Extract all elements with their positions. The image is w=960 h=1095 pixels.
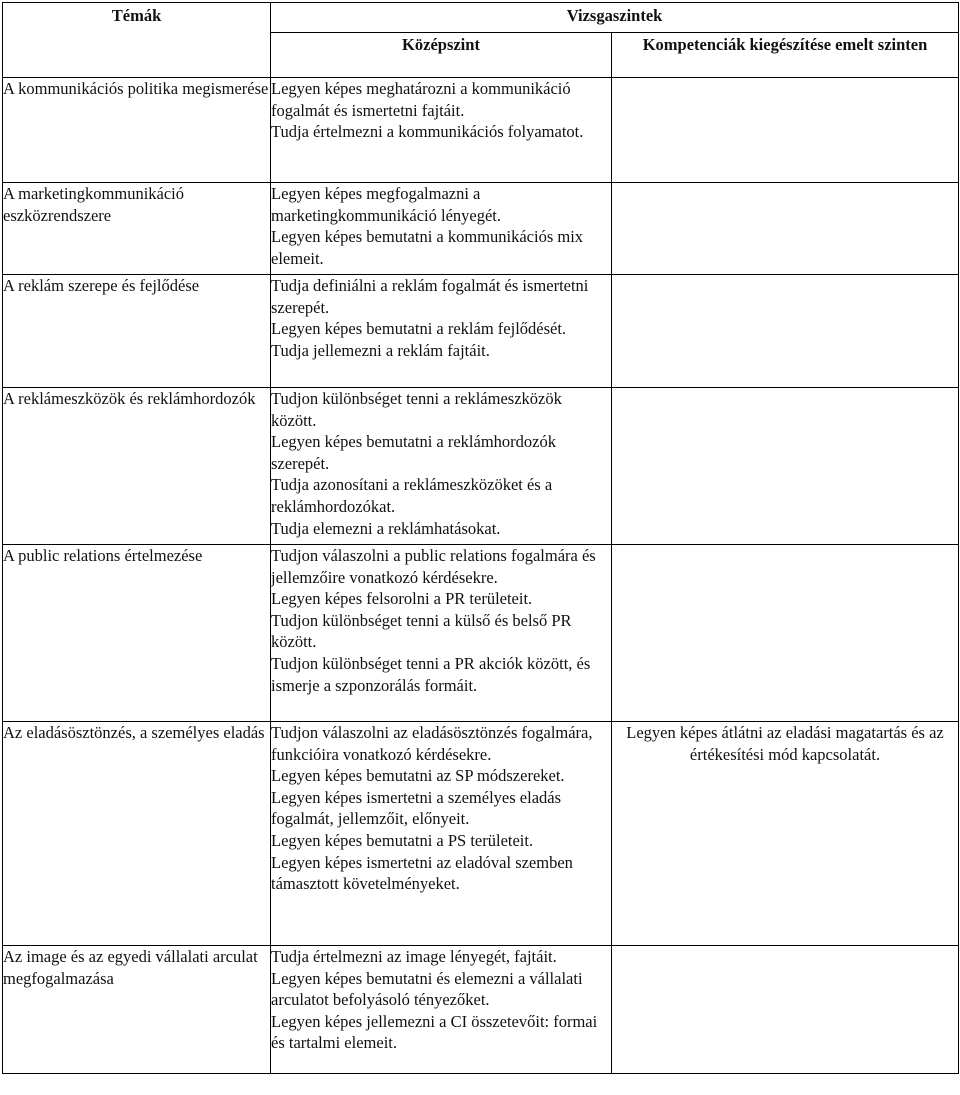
table-row bbox=[3, 545, 959, 722]
advanced-cell bbox=[612, 946, 959, 1074]
requirement-text: Legyen képes bemutatni az SP módszereket. bbox=[271, 766, 565, 786]
requirement-text: Tudjon különbséget tenni a külső és belső PR között. bbox=[271, 610, 572, 652]
requirement-text: Tudja elemezni a reklámhatásokat. bbox=[271, 518, 501, 538]
requirement-text: Tudjon különbséget tenni a reklámeszközök között. bbox=[271, 389, 562, 430]
requirement-text: Legyen képes ismertetni a személyes eladás fogalmát, jellemzőit, előnyeit. bbox=[271, 787, 562, 829]
requirement-text: Legyen képes bemutatni a reklám fejlődését. bbox=[271, 319, 567, 339]
advanced-cell bbox=[612, 545, 959, 722]
topic-cell: Az eladásösztönzés, a személyes eladás bbox=[3, 722, 271, 946]
table-row bbox=[3, 183, 959, 275]
mid-level-cell bbox=[271, 78, 612, 183]
header-row-1 bbox=[3, 3, 959, 33]
table-row bbox=[3, 722, 959, 946]
requirement-text: Tudjon különbséget tenni a PR akciók között, és ismerje a szponzorálás formáit. bbox=[271, 653, 591, 695]
requirement-text: Tudja jellemezni a reklám fajtáit. bbox=[271, 340, 490, 360]
exam-levels-header: Vizsgaszintek bbox=[271, 3, 959, 33]
requirement-text: Legyen képes felsorolni a PR területeit. bbox=[271, 589, 533, 609]
advanced-cell bbox=[612, 183, 959, 275]
table-row bbox=[3, 388, 959, 545]
topic-cell: A marketingkommunikáció eszközrendszere bbox=[3, 183, 271, 275]
advanced-cell: Legyen képes átlátni az eladási magatartás és az értékesítési mód kapcsolatát. bbox=[612, 722, 959, 946]
mid-level-cell bbox=[271, 388, 612, 545]
requirement-text: Legyen képes jellemezni a CI összetevőit: formai és tartalmi elemeit. bbox=[271, 1011, 598, 1053]
requirement-text: Tudja értelmezni a kommunikációs folyamatot. bbox=[271, 122, 584, 142]
requirement-text: Tudja definiálni a reklám fogalmát és ismertetni szerepét. bbox=[271, 276, 589, 317]
requirement-text: Tudja azonosítani a reklámeszközöket és a reklámhordozókat. bbox=[271, 475, 553, 516]
topic-cell: A public relations értelmezése bbox=[3, 545, 271, 722]
mid-level-cell bbox=[271, 722, 612, 946]
requirement-text: Legyen képes bemutatni a reklámhordozók szerepét. bbox=[271, 432, 556, 473]
mid-level-cell bbox=[271, 545, 612, 722]
advanced-level-header: Kompetenciák kiegészítése emelt szinten bbox=[612, 33, 959, 78]
topic-cell: A reklám szerepe és fejlődése bbox=[3, 275, 271, 388]
requirement-text: Legyen képes meghatározni a kommunikáció fogalmát és ismertetni fajtáit. bbox=[271, 79, 571, 120]
advanced-cell bbox=[612, 78, 959, 183]
topic-cell: A kommunikációs politika megismerése bbox=[3, 78, 271, 183]
mid-level-cell bbox=[271, 946, 612, 1074]
topics-header: Témák bbox=[3, 3, 271, 78]
table-row bbox=[3, 946, 959, 1074]
requirement-text: Legyen képes bemutatni a PS területeit. bbox=[271, 830, 534, 850]
requirement-text: Legyen képes bemutatni a kommunikációs mix elemeit. bbox=[271, 227, 584, 268]
requirement-text: Tudjon válaszolni a public relations fogalmára és jellemzőire vonatkozó kérdésekre. bbox=[271, 546, 596, 587]
mid-level-cell bbox=[271, 275, 612, 388]
requirement-text: Legyen képes ismertetni az eladóval szemben támasztott követelményeket. bbox=[271, 852, 573, 894]
requirement-text: Legyen képes megfogalmazni a marketingkommunikáció lényegét. bbox=[271, 184, 502, 225]
topic-cell: A reklámeszközök és reklámhordozók bbox=[3, 388, 271, 545]
advanced-cell bbox=[612, 275, 959, 388]
requirement-text: Tudjon válaszolni az eladásösztönzés fogalmára, funkcióira vonatkozó kérdésekre. bbox=[271, 723, 593, 764]
competency-table bbox=[2, 2, 959, 1074]
mid-level-header: Középszint bbox=[271, 33, 612, 78]
topic-cell: Az image és az egyedi vállalati arculat megfogalmazása bbox=[3, 946, 271, 1074]
table-row bbox=[3, 275, 959, 388]
requirement-text: Legyen képes bemutatni és elemezni a vállalati arculatot befolyásoló tényezőket. bbox=[271, 968, 583, 1010]
table-row bbox=[3, 78, 959, 183]
requirement-text: Tudja értelmezni az image lényegét, fajtáit. bbox=[271, 947, 557, 966]
advanced-cell bbox=[612, 388, 959, 545]
mid-level-cell bbox=[271, 183, 612, 275]
